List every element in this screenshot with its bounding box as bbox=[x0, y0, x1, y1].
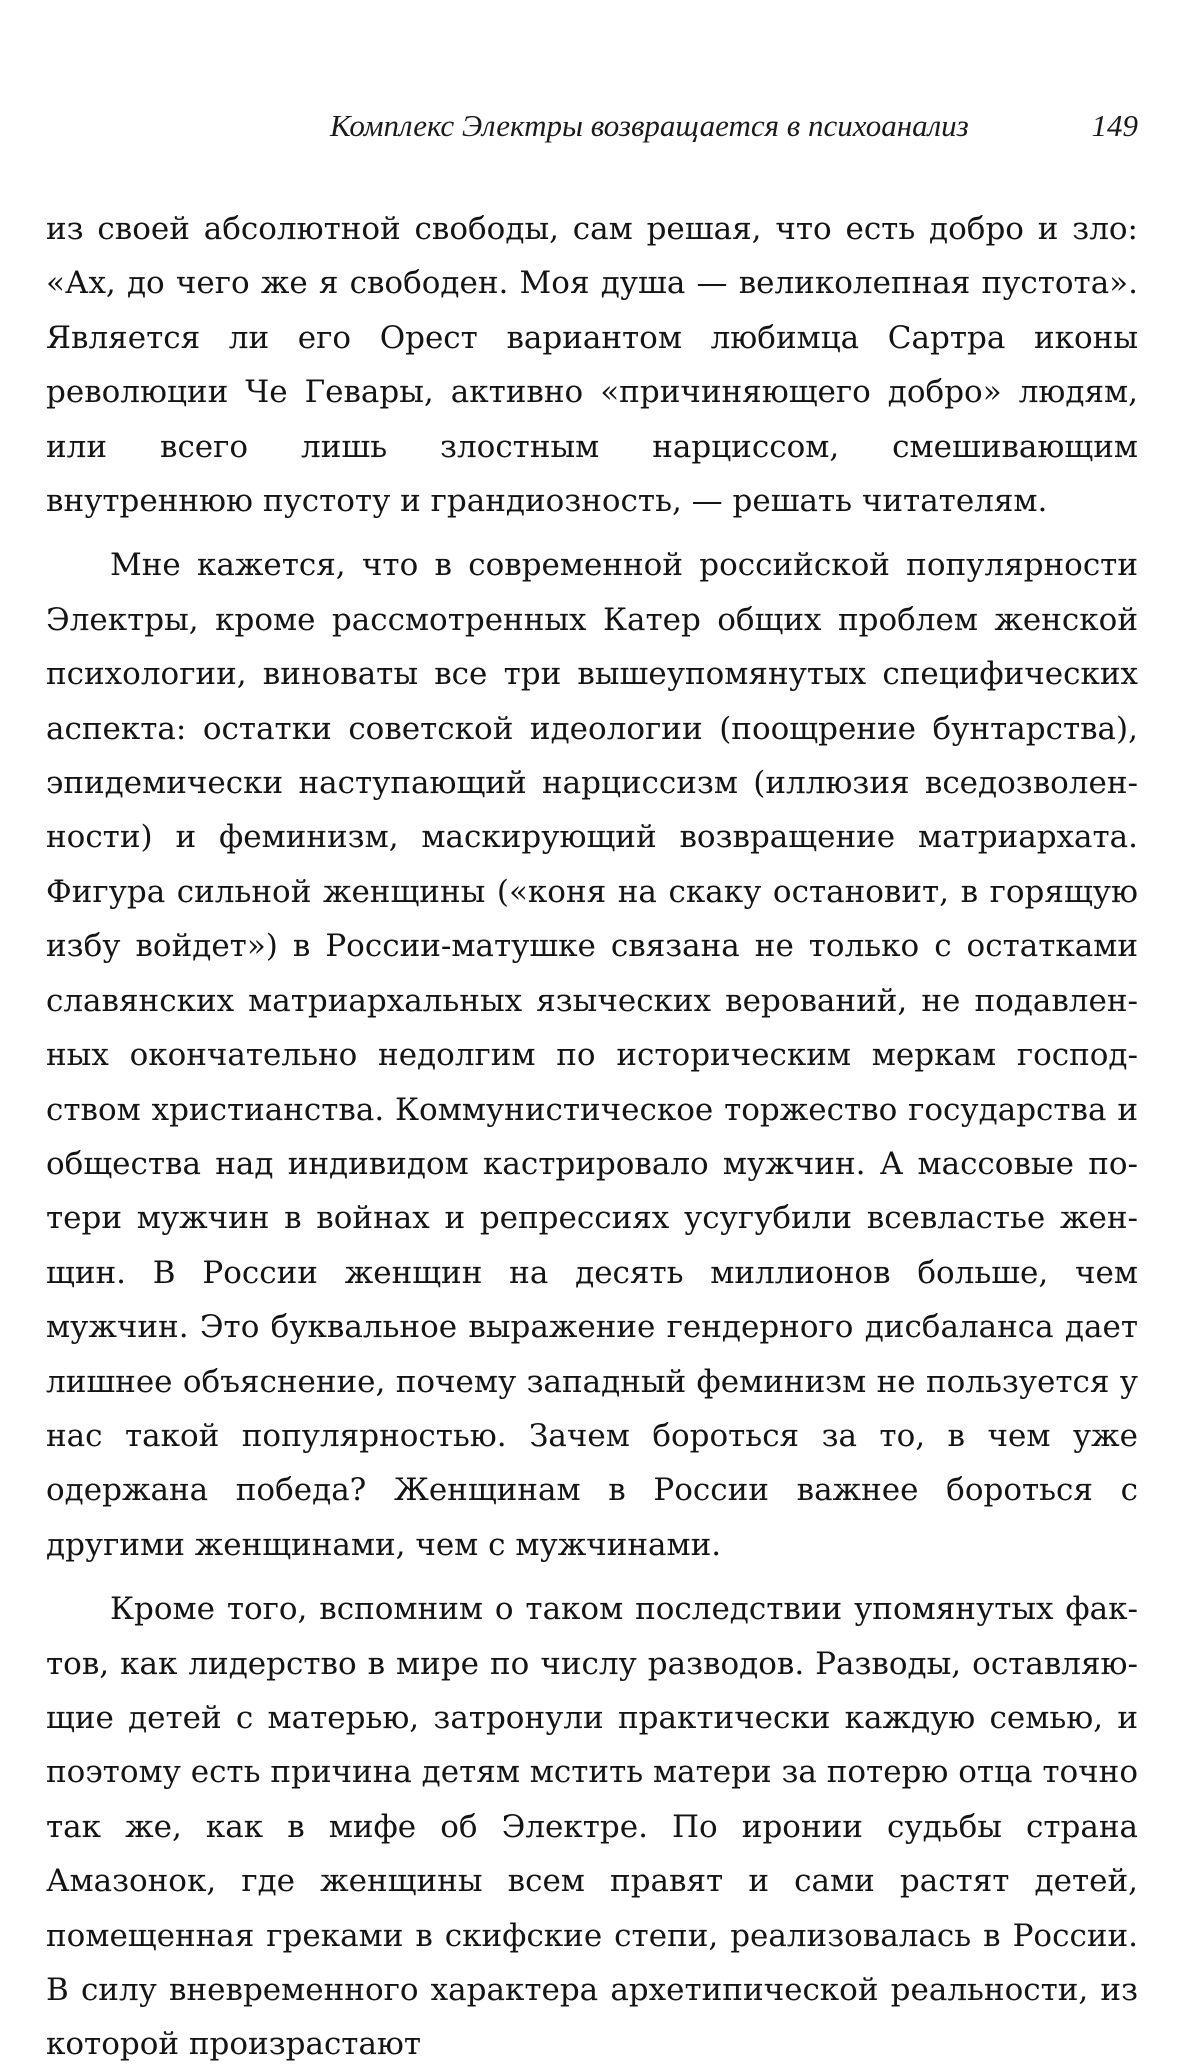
running-header bbox=[330, 104, 1138, 148]
paragraph: Мне кажется, что в современной российской популярности Электры, кроме рассмотренных Катер общих проблем женской психологии, виноваты все три вышеупомянутых специфических аспекта: остатки советской идеологии (поощрение бунтарства), эпидемически наступающий нарциссизм (иллюзия вседозволенности) и феминизм, маскирующий возвращение матриархата. Фигура сильной женщины («коня на скаку остановит, в горящую избу войдет») в России-матушке связана не только с остатками славянских матриархальных языческих верований, не подавленных окончательно недолгим по историческим меркам господством христианства. Коммунистическое торжество государства и общества над индивидом кастрировало мужчин. А массовые потери мужчин в войнах и репрессиях усугубили всевластье женщин. В России женщин на десять миллионов больше, чем мужчин. Это буквальное выражение гендерного дисбаланса дает лишнее объяснение, почему западный феминизм не пользуется у нас такой популярностью. Зачем бороться за то, в чем уже одержана победа? Женщинам в России важнее бороться с другими женщинами, чем с мужчинами. bbox=[46, 547, 1138, 1563]
page-number: 149 bbox=[1091, 108, 1138, 143]
paragraph-continued: из своей абсолютной свободы, сам решая, что есть добро и зло: «Ах, до чего же я свободен. Моя душа — великолепная пустота». Является ли его Орест вариантом любимца Сартра иконы революции Че Гевары, активно «причиняющего добро» людям, или всего лишь злостным нарциссом, смешивающим внутреннюю пустоту и грандиозность, — решать читателям. bbox=[46, 211, 1138, 520]
body-text bbox=[46, 202, 1138, 2072]
running-title: Комплекс Электры возвращается в психоанализ bbox=[330, 108, 969, 143]
paragraph: Кроме того, вспомним о таком последствии упомянутых фактов, как лидерство в мире по числу разводов. Разводы, оставляющие детей с матерью, затронули практически каждую семью, и поэтому есть причина детям мстить матери за потерю отца точно так же, как в мифе об Электре. По иронии судьбы страна Амазонок, где женщины всем правят и сами растят детей, помещенная греками в скифские степи, реализовалась в России. В силу вневременного характера архетипической реальности, из которой произрастают bbox=[46, 1591, 1138, 2063]
